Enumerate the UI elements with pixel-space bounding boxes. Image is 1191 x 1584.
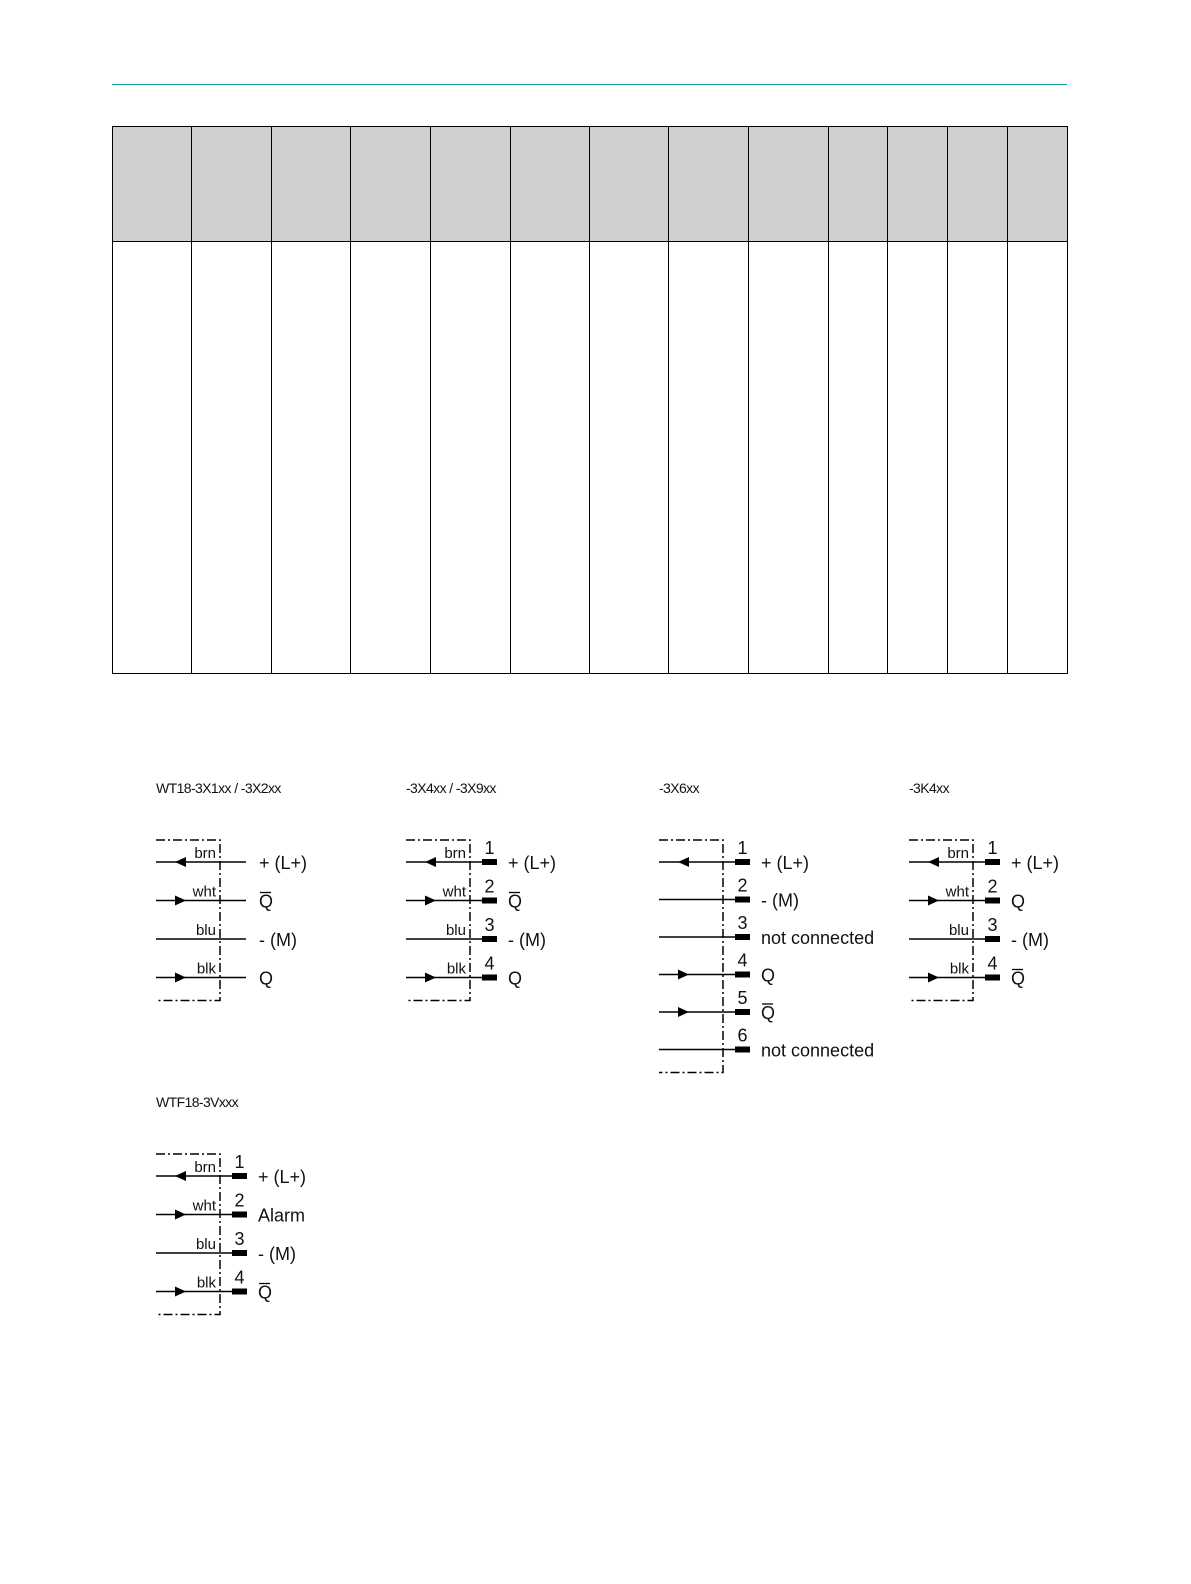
signal-label: - (M) (1011, 930, 1049, 950)
signal-label: not connected (761, 928, 875, 948)
pin-contact (482, 859, 497, 865)
wiring-diagram-wt18-3x1xx (150, 830, 350, 1020)
pin-contact (985, 898, 1000, 904)
arrow-out-icon (175, 1287, 186, 1297)
pin-contact (735, 897, 750, 903)
wire-1 (659, 838, 809, 873)
pin-number: 5 (737, 988, 748, 1008)
wiring-diagram-3k4xx (903, 830, 1103, 1020)
signal-label: Q (259, 968, 274, 989)
wire-2 (156, 1191, 305, 1226)
arrow-out-icon (928, 896, 939, 906)
table-cell (669, 242, 749, 674)
header-cell (829, 127, 888, 242)
pin-contact (735, 972, 750, 978)
wire-2 (909, 877, 1025, 912)
wire-1 (909, 838, 1059, 873)
pin-contact (735, 859, 750, 865)
wire-4 (156, 1268, 272, 1303)
signal-label: Q (1011, 891, 1026, 912)
header-cell (749, 127, 829, 242)
signal-label: Q (508, 968, 523, 989)
wire-color-label: blu (195, 1236, 216, 1253)
arrow-out-icon (425, 973, 436, 983)
pin-contact (735, 1009, 750, 1015)
wire-4 (659, 951, 775, 986)
signal-label: Q (508, 891, 523, 912)
diagram-title-3x4xx: -3X4xx / -3X9xx (406, 780, 496, 796)
pin-number: 4 (987, 953, 998, 974)
header-cell (511, 127, 590, 242)
pin-contact (232, 1250, 247, 1256)
wire-3 (156, 922, 297, 950)
wire-color-label: blu (445, 922, 466, 939)
wiring-diagram-3x4xx (400, 830, 600, 1020)
pin-number: 3 (987, 915, 998, 935)
arrow-in-icon (175, 1171, 186, 1181)
pin-number: 1 (737, 838, 748, 858)
pin-contact (232, 1289, 247, 1295)
header-cell (888, 127, 948, 242)
table-cell (113, 242, 192, 674)
wire-1 (156, 845, 307, 873)
signal-label: not connected (761, 1040, 875, 1061)
wire-color-label: blu (195, 922, 216, 939)
signal-label: + (L+) (1011, 853, 1060, 873)
wiring-diagram-3x6xx (653, 830, 913, 1090)
pin-number: 1 (484, 838, 495, 858)
table-header-row (113, 127, 1068, 242)
pin-number: 1 (987, 838, 998, 858)
signal-label: - (M) (258, 1244, 296, 1264)
signal-label: Q (258, 1282, 273, 1303)
table-cell (888, 242, 948, 674)
pin-number: 4 (484, 953, 495, 974)
wire-4 (406, 954, 522, 989)
pin-contact (985, 936, 1000, 942)
wire-4 (156, 961, 273, 989)
signal-label: Q (259, 891, 274, 912)
pin-number: 2 (234, 1190, 245, 1211)
signal-label: Q (1011, 968, 1026, 989)
wire-color-label: wht (442, 883, 466, 901)
arrow-out-icon (175, 1210, 186, 1220)
table-cell (948, 242, 1008, 674)
header-cell (1008, 127, 1068, 242)
pin-number: 3 (234, 1229, 245, 1249)
pin-number: 2 (484, 876, 495, 897)
wire-color-label: brn (444, 845, 466, 862)
pin-contact (985, 859, 1000, 865)
spec-table (112, 126, 1068, 674)
diagram-title-wtf18-3vxxx: WTF18-3Vxxx (156, 1094, 239, 1110)
signal-label: Q (761, 965, 776, 986)
connector-housing (659, 840, 723, 1073)
signal-label: + (L+) (258, 1167, 307, 1187)
wire-6 (659, 1026, 874, 1061)
signal-label: - (M) (761, 890, 799, 911)
arrow-in-icon (175, 857, 186, 867)
wire-color-label: blk (949, 960, 969, 978)
pin-contact (482, 975, 497, 981)
table-cell (351, 242, 431, 674)
arrow-in-icon (678, 857, 689, 867)
wire-color-label: brn (194, 1159, 216, 1176)
arrow-out-icon (175, 973, 186, 983)
pin-contact (232, 1212, 247, 1218)
table-cell (590, 242, 669, 674)
header-cell (948, 127, 1008, 242)
wire-color-label: wht (192, 1197, 216, 1215)
table-cell (749, 242, 829, 674)
wire-color-label: brn (194, 845, 216, 862)
wire-color-label: blu (948, 922, 969, 939)
arrow-in-icon (425, 857, 436, 867)
header-cell (351, 127, 431, 242)
arrow-out-icon (425, 896, 436, 906)
wire-2 (156, 884, 273, 912)
pin-contact (735, 934, 750, 940)
table-cell (272, 242, 351, 674)
header-cell (590, 127, 669, 242)
wire-color-label: blk (196, 1274, 216, 1292)
arrow-in-icon (928, 857, 939, 867)
table-cell (1008, 242, 1068, 674)
arrow-out-icon (678, 1007, 689, 1017)
signal-label: - (M) (508, 930, 546, 950)
wire-color-label: brn (947, 845, 969, 862)
table-cell (511, 242, 590, 674)
arrow-out-icon (928, 973, 939, 983)
header-cell (431, 127, 511, 242)
pin-contact (232, 1173, 247, 1179)
table-cell (192, 242, 272, 674)
wire-3 (406, 915, 546, 950)
table-cell (829, 242, 888, 674)
arrow-out-icon (175, 896, 186, 906)
wire-1 (406, 838, 556, 873)
pin-contact (735, 1047, 750, 1053)
pin-number: 2 (987, 876, 998, 897)
pin-number: 4 (737, 950, 748, 971)
signal-label: + (L+) (508, 853, 557, 873)
wire-2 (406, 877, 522, 912)
pin-contact (482, 936, 497, 942)
wire-3 (909, 915, 1049, 950)
wire-3 (659, 913, 874, 948)
pin-number: 4 (234, 1267, 245, 1288)
signal-label: Alarm (258, 1205, 306, 1226)
header-rule (112, 84, 1067, 85)
pin-contact (482, 898, 497, 904)
diagram-title-3k4xx: -3K4xx (909, 780, 949, 796)
diagram-title-3x6xx: -3X6xx (659, 780, 699, 796)
wire-3 (156, 1229, 296, 1264)
header-cell (113, 127, 192, 242)
header-cell (192, 127, 272, 242)
wire-color-label: wht (945, 883, 969, 901)
pin-number: 6 (737, 1025, 748, 1046)
signal-label: + (L+) (259, 853, 308, 873)
wire-4 (909, 954, 1025, 989)
wire-5 (659, 988, 775, 1023)
pin-number: 3 (484, 915, 495, 935)
pin-number: 2 (737, 875, 748, 896)
pin-number: 1 (234, 1152, 245, 1172)
header-cell (272, 127, 351, 242)
pin-contact (985, 975, 1000, 981)
arrow-out-icon (678, 970, 689, 980)
table-row (113, 242, 1068, 674)
wiring-diagram-wtf18-3vxxx (150, 1144, 350, 1334)
table-cell (431, 242, 511, 674)
pin-number: 3 (737, 913, 748, 933)
signal-label: - (M) (259, 930, 297, 950)
wire-color-label: wht (192, 883, 216, 901)
signal-label: + (L+) (761, 853, 810, 873)
wire-1 (156, 1152, 306, 1187)
diagram-title-wt18-3x1xx: WT18-3X1xx / -3X2xx (156, 780, 281, 796)
signal-label: Q (761, 1003, 776, 1023)
header-cell (669, 127, 749, 242)
wire-color-label: blk (446, 960, 466, 978)
wire-color-label: blk (196, 960, 216, 978)
wire-2 (659, 876, 799, 911)
